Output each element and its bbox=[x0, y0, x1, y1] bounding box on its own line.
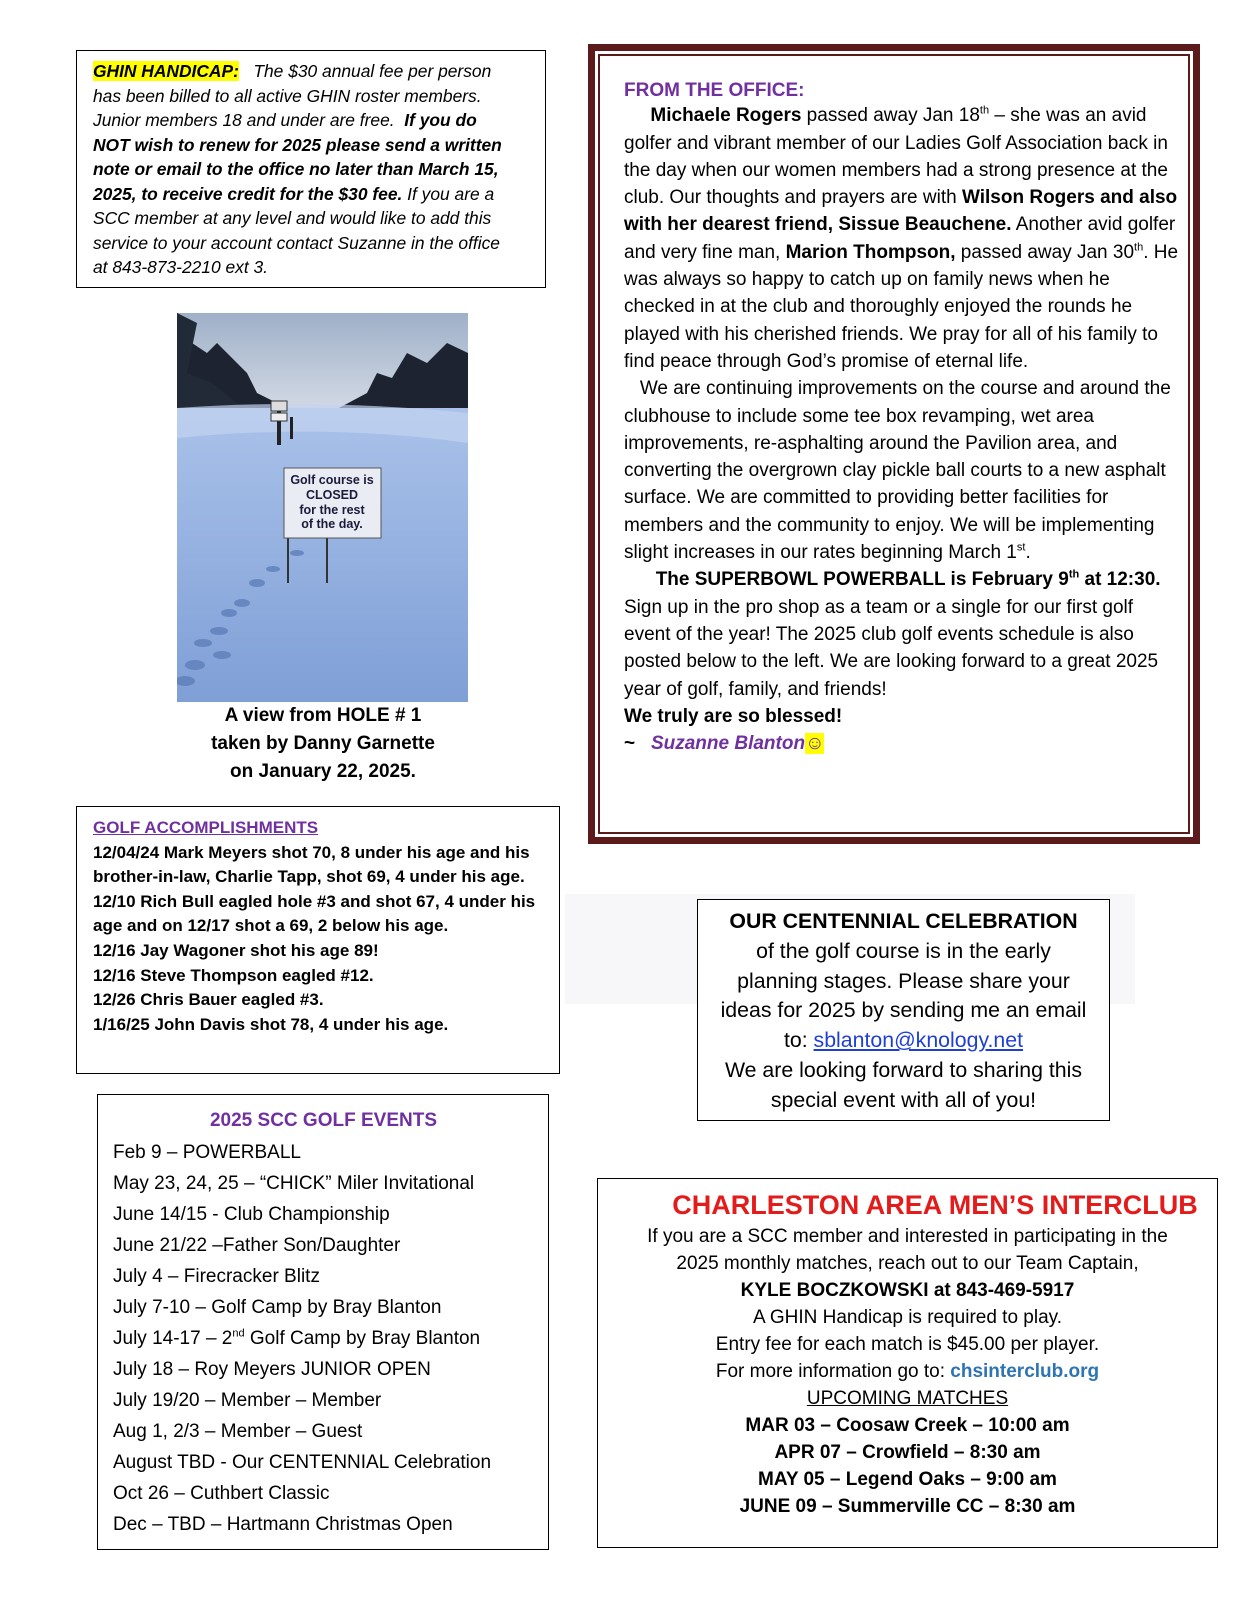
event-item bbox=[113, 1323, 534, 1354]
ghin-line-6 bbox=[93, 182, 531, 207]
accomplishment-item: 12/10 Rich Bull eagled hole #3 and shot 67, 4 under his age and on 12/17 shot a 69, 2 below his age. bbox=[93, 891, 536, 936]
office-p1-bold: Wilson Rogers and also with her dearest friend, Sissue Beauchene. bbox=[624, 187, 1178, 236]
office-p1-d: passed away Jan 30 bbox=[955, 241, 1135, 263]
office-p1-sup: th bbox=[979, 104, 990, 117]
event-item: Feb 9 – POWERBALL bbox=[113, 1142, 301, 1163]
ghin-line-4: NOT wish to renew for 2025 please send a written bbox=[93, 134, 502, 155]
sign-line-4: of the day. bbox=[301, 517, 363, 531]
photo-illustration bbox=[177, 313, 468, 702]
email-link[interactable]: sblanton@knology.net bbox=[813, 1028, 1024, 1053]
name-marion-thompson: Marion Thompson, bbox=[785, 241, 956, 263]
ghin-text-1: The $30 annual fee per person bbox=[253, 61, 492, 81]
ghin-label-colon: : bbox=[233, 61, 239, 81]
office-paragraph-2 bbox=[624, 375, 1184, 566]
sign-line-1: Golf course is bbox=[290, 473, 374, 487]
office-p1-b: – she was an avid golfer and vibrant member of our Ladies Golf Association back in the day when our women members had a strong presence at the club. Our thoughts and prayers are with bbox=[624, 105, 1168, 209]
snow-course-photo bbox=[177, 313, 468, 702]
interclub-line-4: Entry fee for each match is $45.00 per player. bbox=[715, 1334, 1100, 1355]
event-item-7-sup: nd bbox=[232, 1327, 245, 1340]
office-p1-c: Another avid golfer and very fine man, bbox=[624, 214, 1176, 263]
centennial-line-6: special event with all of you! bbox=[770, 1087, 1037, 1112]
photo-caption bbox=[150, 702, 496, 786]
from-the-office-box bbox=[588, 44, 1200, 844]
event-item: July 18 – Roy Meyers JUNIOR OPEN bbox=[113, 1359, 431, 1380]
match-item: APR 07 – Crowfield – 8:30 am bbox=[774, 1442, 1041, 1463]
ghin-line-7: SCC member at any level and would like to add this bbox=[93, 208, 492, 228]
office-p1-sup2: th bbox=[1134, 241, 1144, 254]
event-item: Dec – TBD – Hartmann Christmas Open bbox=[113, 1514, 453, 1535]
accomplishment-item: 12/16 Steve Thompson eagled #12. bbox=[93, 965, 374, 985]
ghin-label: GHIN HANDICAP bbox=[93, 61, 234, 81]
office-p1-a: passed away Jan 18 bbox=[801, 105, 980, 127]
ghin-line-5: note or email to the office no later than March 15, bbox=[93, 159, 499, 179]
centennial-line-4 bbox=[698, 1026, 1109, 1056]
ghin-handicap-box bbox=[76, 50, 546, 288]
golf-accomplishments-box bbox=[76, 806, 560, 1074]
name-michaele-rogers: Michaele Rogers bbox=[650, 105, 802, 127]
office-p3-bold2: at 12:30. bbox=[1079, 569, 1161, 591]
ghin-line-8: service to your account contact Suzanne in the office bbox=[93, 232, 500, 253]
signature-name: Suzanne Blanton bbox=[650, 733, 806, 755]
interclub-link[interactable]: chsinterclub.org bbox=[950, 1361, 1100, 1382]
event-item: July 7-10 – Golf Camp by Bray Blanton bbox=[113, 1297, 442, 1318]
office-p1-e: . He was always so happy to catch up on family news when he checked in at the club and thoroughly enjoyed the rounds he played with his cherished friends. We pray for all of his family to find peace through God’s promise of eternal life. bbox=[624, 241, 1179, 372]
interclub-captain: KYLE BOCZKOWSKI at 843-469-5917 bbox=[740, 1280, 1075, 1301]
interclub-line-5 bbox=[598, 1358, 1217, 1385]
ghin-line-3 bbox=[93, 108, 531, 133]
accomplishment-item: 1/16/25 John Davis shot 78, 4 under his age. bbox=[93, 1014, 449, 1034]
office-content bbox=[624, 77, 1184, 757]
event-item: Aug 1, 2/3 – Member – Guest bbox=[113, 1421, 363, 1442]
centennial-line-2: planning stages. Please share your bbox=[737, 968, 1070, 993]
office-p2-sup: st bbox=[1016, 541, 1026, 554]
match-item: MAY 05 – Legend Oaks – 9:00 am bbox=[758, 1469, 1057, 1490]
interclub-more-info: For more information go to: bbox=[715, 1361, 951, 1382]
caption-line-2: taken by Danny Garnette bbox=[211, 733, 435, 754]
centennial-line-3: ideas for 2025 by sending me an email bbox=[720, 998, 1087, 1023]
upcoming-matches-heading: UPCOMING MATCHES bbox=[806, 1388, 1009, 1409]
event-item-7a: July 14-17 – 2 bbox=[113, 1328, 233, 1349]
office-p2: We are continuing improvements on the course and around the clubhouse to include some tee box revamping, wet area improvements, re-asphalting around the Pavilion area, and converting the overgrown clay pickle ball courts to a new asphalt surface. We are committed to providing better facilities for members and the community to enjoy. We will be implementing slight increases in our rates beginning March 1 bbox=[624, 378, 1171, 564]
centennial-title: OUR CENTENNIAL CELEBRATION bbox=[729, 909, 1078, 933]
caption-line-3: on January 22, 2025. bbox=[230, 761, 416, 782]
office-signature-line bbox=[624, 730, 1184, 757]
office-paragraph-1 bbox=[624, 102, 1184, 375]
interclub-line-3: A GHIN Handicap is required to play. bbox=[752, 1307, 1063, 1328]
ghin-text-6a: 2025, to receive credit for the $30 fee. bbox=[93, 183, 403, 204]
event-item: July 19/20 – Member – Member bbox=[113, 1390, 382, 1411]
smiley-icon: ☺ bbox=[805, 733, 825, 755]
centennial-box bbox=[697, 899, 1110, 1121]
office-blessed: We truly are so blessed! bbox=[624, 705, 843, 727]
accomplishment-item: 12/16 Jay Wagoner shot his age 89! bbox=[93, 940, 379, 960]
centennial-line-1: of the golf course is in the early bbox=[756, 938, 1051, 963]
event-item: June 21/22 –Father Son/Daughter bbox=[113, 1235, 401, 1256]
sign-line-3: for the rest bbox=[299, 503, 365, 517]
interclub-line-2: 2025 monthly matches, reach out to our Team Captain, bbox=[676, 1253, 1139, 1274]
office-paragraph-3 bbox=[624, 566, 1184, 702]
accomplishments-title: GOLF ACCOMPLISHMENTS bbox=[93, 818, 319, 837]
event-item: May 23, 24, 25 – “CHICK” Miler Invitational bbox=[113, 1173, 475, 1194]
accomplishment-item: 12/26 Chris Bauer eagled #3. bbox=[93, 990, 324, 1010]
event-item: Oct 26 – Cuthbert Classic bbox=[113, 1483, 330, 1504]
ghin-line-2: has been billed to all active GHIN roster members. bbox=[93, 85, 482, 106]
match-item: JUNE 09 – Summerville CC – 8:30 am bbox=[739, 1496, 1076, 1517]
ghin-text-3b: If you do bbox=[404, 110, 477, 130]
golf-events-box bbox=[97, 1094, 549, 1550]
interclub-title: CHARLESTON AREA MEN’S INTERCLUB bbox=[672, 1190, 1198, 1220]
event-item: June 14/15 - Club Championship bbox=[113, 1204, 390, 1225]
accomplishment-item: 12/04/24 Mark Meyers shot 70, 8 under his age and his brother-in-law, Charlie Tapp, shot 69, 4 under his age. bbox=[93, 842, 530, 887]
ghin-line-1 bbox=[93, 59, 531, 84]
office-p3-sup: th bbox=[1068, 569, 1080, 582]
ghin-text-3a: Junior members 18 and under are free. bbox=[93, 110, 395, 130]
email-prefix: to: bbox=[783, 1028, 814, 1053]
events-title: 2025 SCC GOLF EVENTS bbox=[209, 1110, 437, 1131]
caption-line-1: A view from HOLE # 1 bbox=[224, 705, 422, 726]
centennial-line-5: We are looking forward to sharing this bbox=[724, 1057, 1083, 1082]
ghin-line-9: at 843-873-2210 ext 3. bbox=[93, 257, 269, 277]
sign-line-2: CLOSED bbox=[305, 488, 359, 502]
interclub-box bbox=[597, 1178, 1218, 1548]
interclub-line-1: If you are a SCC member and interested in participating in the bbox=[647, 1226, 1168, 1247]
event-item-7b: Golf Camp by Bray Blanton bbox=[244, 1328, 481, 1349]
office-p2-end: . bbox=[1025, 542, 1031, 564]
office-p3: Sign up in the pro shop as a team or a single for our first golf event of the year! The 2025 club golf events schedule is also posted below to the left. We are looking forward to a great 2025 year of golf, family, and friends! bbox=[624, 596, 1159, 700]
ghin-text-6b: If you are a bbox=[407, 183, 495, 204]
signature-tilde: ~ bbox=[624, 733, 636, 755]
office-p3-bold: The SUPERBOWL POWERBALL is February 9 bbox=[655, 569, 1069, 591]
event-item: August TBD - Our CENTENNIAL Celebration bbox=[113, 1452, 492, 1473]
event-item: July 4 – Firecracker Blitz bbox=[113, 1266, 320, 1287]
match-item: MAR 03 – Coosaw Creek – 10:00 am bbox=[745, 1415, 1070, 1436]
office-heading: FROM THE OFFICE: bbox=[624, 80, 805, 101]
